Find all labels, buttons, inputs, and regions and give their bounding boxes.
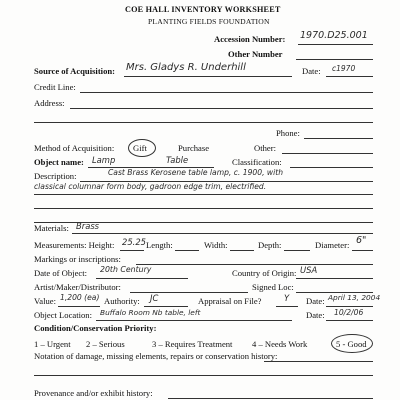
method-other-label: Other: [254, 143, 276, 153]
diameter-label: Diameter: [315, 240, 350, 250]
phone-line [304, 138, 373, 139]
accession-number-value: 1970.D25.001 [300, 30, 368, 41]
date-of-object-value: 20th Century [100, 265, 152, 274]
method-label: Method of Acquisition: [34, 143, 115, 153]
artist-line [130, 292, 248, 293]
date-of-object-label: Date of Object: [34, 268, 87, 278]
artist-label: Artist/Maker/Distributor: [34, 282, 121, 292]
diameter-line [352, 250, 373, 251]
date-appraisal-line [326, 306, 373, 307]
date-appraisal-value: April 13, 2004 [328, 293, 381, 302]
method-purchase: Purchase [178, 143, 210, 153]
description-rule-3 [34, 208, 373, 209]
method-other-line [282, 153, 373, 154]
notation-line-1 [264, 361, 373, 362]
date-top-line [326, 76, 373, 77]
condition-option-serious: 2 – Serious [86, 339, 125, 349]
authority-label: Authority: [104, 296, 140, 306]
description-label: Description: [34, 171, 77, 181]
value-label: Value: [34, 296, 56, 306]
other-number-line [296, 59, 373, 60]
depth-line [284, 250, 310, 251]
country-value: USA [300, 265, 318, 275]
depth-label: Depth: [258, 240, 282, 250]
notation-line-2 [34, 375, 373, 376]
country-line [296, 278, 373, 279]
source-line [124, 76, 292, 77]
credit-line-label: Credit Line: [34, 82, 76, 92]
object-name-value-2: Table [166, 155, 189, 165]
source-label: Source of Acquisition: [34, 66, 116, 76]
classification-label: Classification: [232, 157, 282, 167]
description-line-2: classical columnar form body, gadroon edge trim, electrified. [34, 182, 267, 191]
appraisal-value: Y [284, 293, 290, 303]
description-line-1: Cast Brass Kerosene table lamp, c. 1900, with [108, 168, 284, 177]
date-top-label: Date: [302, 66, 321, 76]
provenance-label: Provenance and/or exhibit history: [34, 388, 153, 398]
other-number-label: Other Number [228, 49, 283, 59]
credit-line-line [80, 92, 373, 93]
location-label: Object Location: [34, 310, 92, 320]
accession-number-line [298, 44, 373, 45]
materials-label: Materials: [34, 223, 69, 233]
accession-number-label: Accession Number: [214, 34, 286, 44]
worksheet-title: COE HALL INVENTORY WORKSHEET [125, 5, 281, 14]
date-appraisal-label: Date: [306, 296, 325, 306]
diameter-value: 6" [356, 235, 367, 246]
provenance-line [168, 398, 373, 399]
object-name-label: Object name: [34, 157, 84, 167]
height-line [120, 250, 144, 251]
condition-option-good: 5 - Good [336, 339, 367, 349]
phone-label: Phone: [276, 128, 300, 138]
appraisal-label: Appraisal on File? [198, 296, 262, 306]
date-top-value: c1970 [332, 64, 356, 73]
width-line [230, 250, 254, 251]
authority-value: JC [150, 293, 159, 303]
materials-value: Brass [76, 221, 100, 231]
country-label: Country of Origin: [232, 268, 297, 278]
date-of-object-line [96, 278, 188, 279]
object-name-value-1: Lamp [92, 155, 116, 165]
source-value: Mrs. Gladys R. Underhill [126, 62, 246, 73]
worksheet-subtitle: PLANTING FIELDS FOUNDATION [148, 17, 270, 26]
condition-option-urgent: 1 – Urgent [34, 339, 71, 349]
condition-option-needs-work: 4 – Needs Work [252, 339, 308, 349]
date-location-label: Date: [306, 310, 325, 320]
date-location-value: 10/2/06 [334, 308, 364, 317]
address-label: Address: [34, 98, 65, 108]
condition-option-requires-treatment: 3 – Requires Treatment [152, 339, 233, 349]
measurements-label: Measurements: Height: [34, 240, 115, 250]
description-rule-2 [34, 194, 373, 195]
materials-line [72, 233, 373, 234]
appraisal-line [276, 306, 298, 307]
location-value: Buffalo Room Nb table, left [100, 308, 201, 317]
location-line [96, 320, 292, 321]
address-line-1 [70, 108, 373, 109]
condition-heading: Condition/Conservation Priority: [34, 323, 157, 333]
address-line-2 [34, 122, 373, 123]
value-value: 1,200 (ea) [60, 293, 100, 302]
date-location-line [326, 320, 373, 321]
markings-line [136, 264, 373, 265]
value-line [58, 306, 100, 307]
notation-label: Notation of damage, missing elements, repairs or conservation history: [34, 351, 278, 361]
length-label: Length: [146, 240, 173, 250]
markings-label: Markings or inscriptions: [34, 254, 121, 264]
width-label: Width: [204, 240, 228, 250]
height-value: 25.25 [122, 237, 146, 247]
authority-line [144, 306, 188, 307]
signed-label: Signed Loc: [252, 282, 294, 292]
classification-line [290, 167, 373, 168]
method-gift: Gift [133, 143, 147, 153]
length-line [175, 250, 199, 251]
